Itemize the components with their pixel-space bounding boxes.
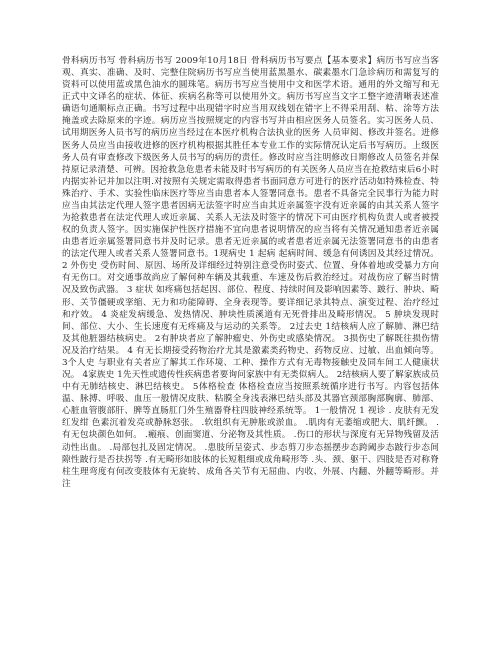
body-text: 骨科病历书写 骨科病历书写 2009年10月18日 骨科病历书写要点【基本要求】病历书写应当客观、真实、准确、及时、完整住院病历书写应当使用蓝黑墨水、碳素墨水门急诊病历和需复写的资料可以使用蓝或黑色油水的圆珠笔。病历书写应当使用中文和医学术语。通用的外文缩写和无正式中文译名的症状、体征、疾病名称等可以使用外文。病历书写应当文字工整字迹清晰表述准确语句通顺标点正确。书写过程中出现错字时应当用双线划在错字上不得采用刮、粘、涂等方法掩盖或去除原来的字迹。病历应当按照规定的内容书写并由相应医务人员签名。实习医务人员、试用期医务人员书写的病历应当经过在本医疗机构合法执业的医务 人员审阅、修改并签名。进修医务人员应当由接收进修的医疗机构根据其胜任本专业工作的实际情况认定后书写病历。上级医务人员有审查修改下级医务人员书写的病历的责任。修改时应当注明修改日期修改人员签名并保持原记录清楚、可辨。因抢救急危患者未能及时书写病历的有关医务人员应当在抢救结束后6小时内据实补记并加以注明.对按照有关规定需取得患者书面同意方可进行的医疗活动如特殊检查、特殊治疗、手术、实验性临床医疗等应当由患者本人签署同意书。患者不具备完全民事行为能力时应当由其法定代理人签字患者因病无法签字时应当由其近亲属签字没有近亲属的由其关系人签字为抢救患者在法定代理人或近亲属、关系人无法及时签字的情况下可由医疗机构负责人或者被授权的负责人签字。因实施保护性医疗措施不宜向患者说明情况的应当将有关情况通知患者近亲属由患者近亲属签署同意书并及时记录。患者无近亲属的或者患者近亲属无法签署同意书的由患者的法定代理人或者关系人签署同意书。1现病史 1 起病 起病时间、缓急有何诱因及其经过情况。 2 外伤史 受伤时间、原因、场所及详细经过特别注意受伤时姿式、位置、身体着地或受暴力方向有无伤口。对交通事故尚应了解何种车辆及其载重、车速及伤后救治经过。对战伤应了解当时情况及致伤武器。 3 症状 如疼痛包括起因、部位、程度、持续时间及影响因素等、跛行、肿块、畸形、关节僵硬或挛缩、无力和功能障碍、全身表现等。要详细记录其特点、演变过程、治疗经过和疗效。 4 炎症发病缓急、发热情况、肿块性质溪道有无死骨排出及畸形情况。 5 肿块发现时间、部位、大小、生长速度有无疼痛及与运动的关系等。 2过去史 1结核病人应了解肺、淋巴结及其他脏器结核病史。 2有肿块者应了解肿瘤史、外伤史或感染情况。 3损伤史了解既往损伤情况及治疗结果。 4 有无长期接受药物治疗尤其是激素类药物史、药物反应、过敏、出血倾向等。 3个人史 与职业有关者应了解其工作环境、工种、操作方式有无毒物接触史及同车间工人健康状况。 4家族史 1先天性或遗传性疾病患者要询问家族中有无类似病人。 2结核病人要了解家族成员中有无肺结核史、淋巴结核史。 5体格检查 体格检查应当按照系统循序进行书写。内容包括体温、脉搏、呼吸、血压一般情况皮肤、粘膜全身浅表淋巴结头部及其器官颈部胸部胸廓、肺部、心脏血管腹部肝、脾等直肠肛门外生殖器脊柱四肢神经系统等。 1一般情况 1 视诊 . 皮肤有无发红发绀 色素沉着发亮或静脉怒张。 .软组织有无肿胀或淤血。 .肌肉有无萎缩或肥大、肌纤颤。 .有无包块颜色如何。 .瘢痕、创面窦道、分泌物及其性质。 .伤口的形状与深度有无异物残留及活动性出血。 .局部包扎及固定情况。 .患肢所呈姿式、步态剪刀步态摇摆步态跨阈步态跛行步态间隙性跛行是否扶拐等 .有无畸形如肢体的长短粗细或成角畸形等 .头、颈、躯干、四肢是否对称脊柱生理弯度有何改变肢体有无旋转、成角各关节有无屈曲、内收、外展、内翻、外翻等畸形。并注 bbox=[62, 56, 439, 489]
document-body bbox=[62, 55, 439, 490]
